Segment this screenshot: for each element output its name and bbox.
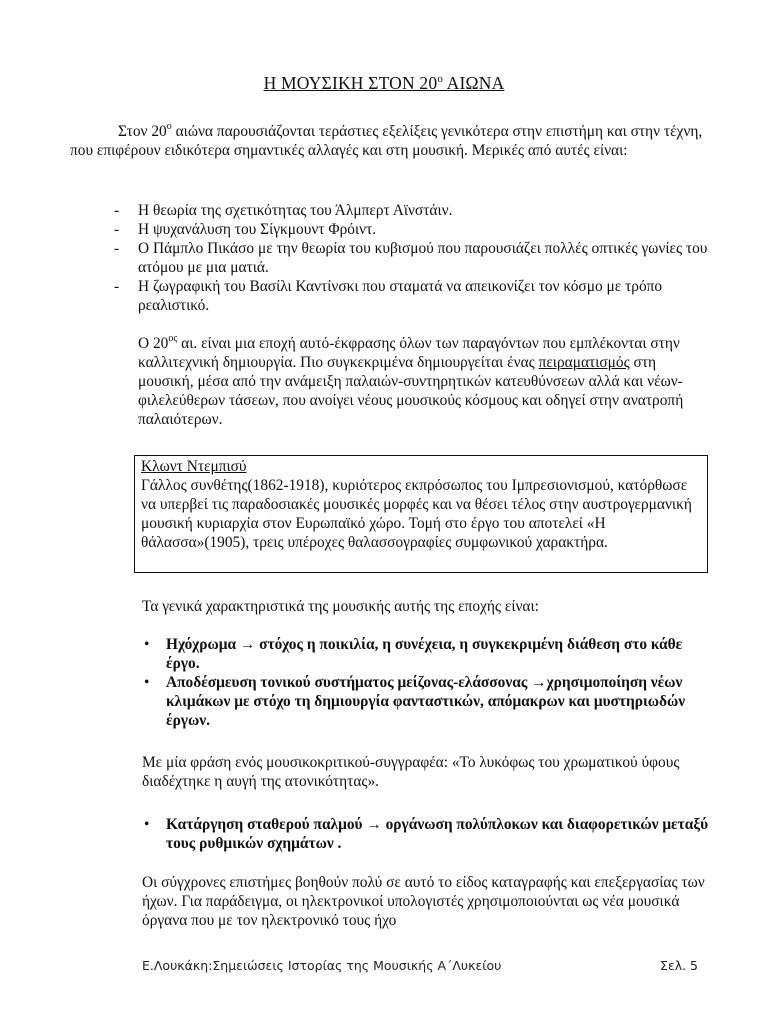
list-item (114, 201, 724, 220)
dash-marker: - (114, 240, 120, 257)
title-superscript: ο (437, 73, 444, 85)
list-item (142, 673, 712, 730)
list-item (114, 239, 724, 277)
page-number: Σελ. 5 (660, 958, 698, 973)
intro-text: αιώνα παρουσιάζονται τεράστιες εξελίξεις γενικότερα στην επιστήμη και στην τέχνη, που επιφέρουν ειδικότερα σημαντικές αλλαγές και στη μουσική. Μερικές από αυτές είναι: (70, 123, 703, 159)
dash-marker: - (114, 202, 120, 219)
list-item-text: Η θεωρία της σχετικότητας του Άλμπερτ Αϊνστάιν. (138, 202, 453, 219)
list-item (142, 815, 712, 853)
list-item-text: Η ψυχανάλυση του Σίγκμουντ Φρόιντ. (138, 221, 377, 238)
era-paragraph (138, 334, 708, 429)
underlined-term: πειραματισμός (538, 354, 630, 371)
title-suffix: ΑΙΩΝΑ (443, 72, 505, 93)
era-text-part2: στη μουσική, μέσα από την ανάμειξη παλαιών-συντηρητικών κατευθύνσεων αλλά και νέων-φιλελεύθερων τάσεων, που ανοίγει νέους μουσικούς κόσμους και οδηγεί στην ανατροπή παλαιότερων. (138, 354, 684, 428)
era-text-part1: αι. είναι μια εποχή αυτό-έκφρασης όλων των παραγόντων που εμπλέκονται στην καλλιτεχνική δημιουργία. Πιο συγκεκριμένα δημιουργείται ένας (138, 335, 680, 371)
intro-prefix: Στον 20 (118, 123, 167, 140)
list-item-text: Ηχόχρωμα → στόχος η ποικιλία, η συνέχεια, η συγκεκριμένη διάθεση στο κάθε έργο. (166, 636, 683, 672)
dash-marker: - (114, 221, 120, 238)
list-item (142, 635, 712, 673)
list-item-text: Ο Πάμπλο Πικάσο με την θεωρία του κυβισμού που παρουσιάζει πολλές οπτικές γωνίες του ατόμου με μια ματιά. (138, 240, 708, 276)
title-prefix: Η ΜΟΥΣΙΚΗ ΣΤΟΝ 20 (263, 72, 438, 93)
list-item-text: Αποδέσμευση τονικού συστήματος μείζονας-ελάσσονας →χρησιμοποίηση νέων κλιμάκων με στόχο τη δημιουργία φανταστικών, απόμακρων και μυστηριωδών έργων. (166, 674, 686, 729)
era-prefix: Ο 20 (138, 335, 169, 352)
rhythm-list (142, 815, 712, 853)
characteristics-intro: Τα γενικά χαρακτηριστικά της μουσικής αυτής της εποχής είναι: (142, 598, 539, 615)
final-paragraph: Οι σύγχρονες επιστήμες βοηθούν πολύ σε αυτό το είδος καταγραφής και επεξεργασίας των ήχων. Για παράδειγμα, οι ηλεκτρονικοί υπολογιστές χρησιμοποιούνται ως νέα μουσικά όργανα που με τον ηλεκτρονικό τους ήχο (142, 874, 705, 929)
footer-author: Ε.Λουκάκη:Σημειώσεις Ιστορίας της Μουσικής Α΄Λυκείου (142, 958, 502, 973)
list-item-text: Κατάργηση σταθερού παλμού → οργάνωση πολύπλοκων και διαφορετικών μεταξύ τους ρυθμικών σχημάτων . (166, 816, 709, 852)
debussy-box (134, 455, 708, 573)
debussy-heading: Κλωντ Ντεμπισύ (141, 458, 247, 475)
list-item-text: Η ζωγραφική του Βασίλι Καντίνσκι που σταματά να απεικονίζει τον κόσμο με τρόπο ρεαλιστικό. (138, 278, 663, 314)
bullet-marker: • (144, 816, 150, 833)
list-item (114, 277, 724, 315)
dash-marker: - (114, 278, 120, 295)
debussy-text: Γάλλος συνθέτης(1862-1918), κυριότερος εκπρόσωπος του Ιμπρεσιονισμού, κατόρθωσε να υπερβεί τις παραδοσιακές μουσικές μορφές και να θέσει τέλος στην αυστρογερμανική μουσική κυριαρχία στον Ευρωπαϊκό χώρο. Τομή στο έργο του αποτελεί «Η θάλασσα»(1905), τρεις υπέροχες θαλασσογραφίες συμφωνικού χαρακτήρα. (141, 477, 692, 551)
characteristics-list (142, 635, 712, 730)
page-title (0, 70, 768, 93)
list-item (114, 220, 724, 239)
critic-quote-paragraph: Με μία φράση ενός μουσικοκριτικού-συγγραφέα: «Το λυκόφως του χρωματικού ύφους διαδέχτηκε η αυγή της ατονικότητας». (142, 754, 680, 790)
bullet-marker: • (144, 636, 150, 653)
intro-paragraph (70, 122, 720, 160)
intro-superscript: ο (166, 121, 172, 132)
page-footer (142, 956, 702, 975)
influences-list (114, 201, 724, 315)
bullet-marker: • (144, 674, 150, 691)
era-superscript: ος (168, 333, 178, 344)
